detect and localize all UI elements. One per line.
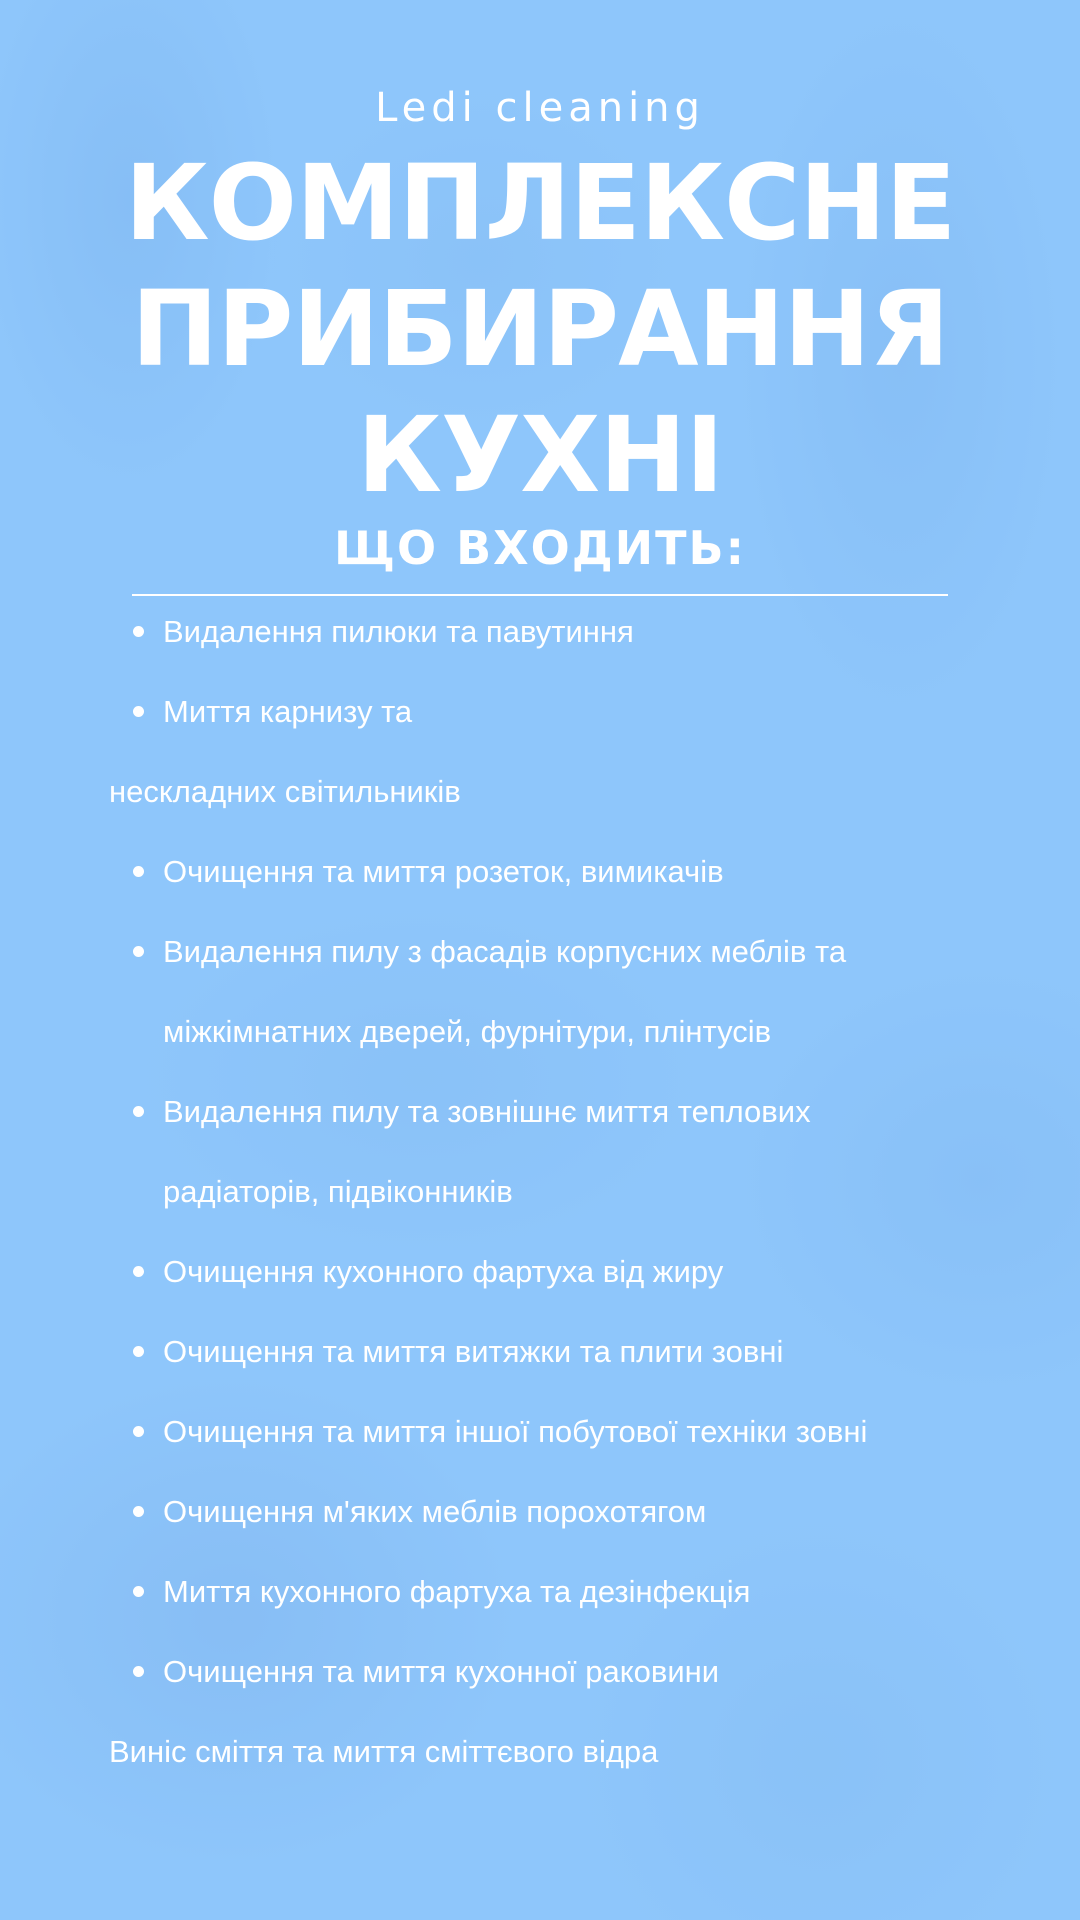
bullet-icon <box>133 1346 144 1357</box>
list-item-text: Очищення та миття кухонної раковини <box>163 1654 720 1689</box>
list-item-text: радіаторів, підвіконників <box>163 1174 513 1209</box>
list-item-text: Миття кухонного фартуха та дезінфекція <box>163 1574 751 1609</box>
brand-name: Ledi cleaning <box>375 85 705 131</box>
list-item-text: Очищення та миття іншої побутової техніки зовні <box>163 1414 868 1449</box>
bullet-icon <box>133 946 144 957</box>
list-item-text: Видалення пилу та зовнішнє миття теплових <box>163 1094 811 1129</box>
list-item-text: Очищення м'яких меблів порохотягом <box>163 1494 707 1529</box>
list-item-text: Очищення кухонного фартуха від жиру <box>163 1254 724 1289</box>
list-item-text: Очищення та миття витяжки та плити зовні <box>163 1334 784 1369</box>
list-item-text: Видалення пилюки та павутиння <box>163 614 634 649</box>
bullet-icon <box>133 866 144 877</box>
bullet-icon <box>133 1666 144 1677</box>
bullet-icon <box>133 1586 144 1597</box>
list-item-text: міжкімнатних дверей, фурнітури, плінтусів <box>163 1014 772 1049</box>
list-item-text: нескладних світильників <box>109 774 461 809</box>
section-heading: ЩО ВХОДИТЬ: <box>333 521 747 575</box>
list-item-text: Видалення пилу з фасадів корпусних меблів та <box>163 934 847 969</box>
list-item-text: Миття карнизу та <box>163 694 413 729</box>
list-item-text: Очищення та миття розеток, вимикачів <box>163 854 724 889</box>
bullet-icon <box>133 1266 144 1277</box>
list-item-text: Виніс сміття та миття сміттєвого відра <box>109 1734 659 1769</box>
bullet-icon <box>133 1426 144 1437</box>
bullet-icon <box>133 626 144 637</box>
bullet-icon <box>133 706 144 717</box>
title-line-3: КУХНІ <box>356 394 724 516</box>
title-line-1: КОМПЛЕКСНЕ <box>124 142 956 264</box>
bullet-icon <box>133 1106 144 1117</box>
divider <box>132 594 948 596</box>
page-title <box>0 140 1080 518</box>
title-line-2: ПРИБИРАННЯ <box>131 268 949 390</box>
bullet-icon <box>133 1506 144 1517</box>
